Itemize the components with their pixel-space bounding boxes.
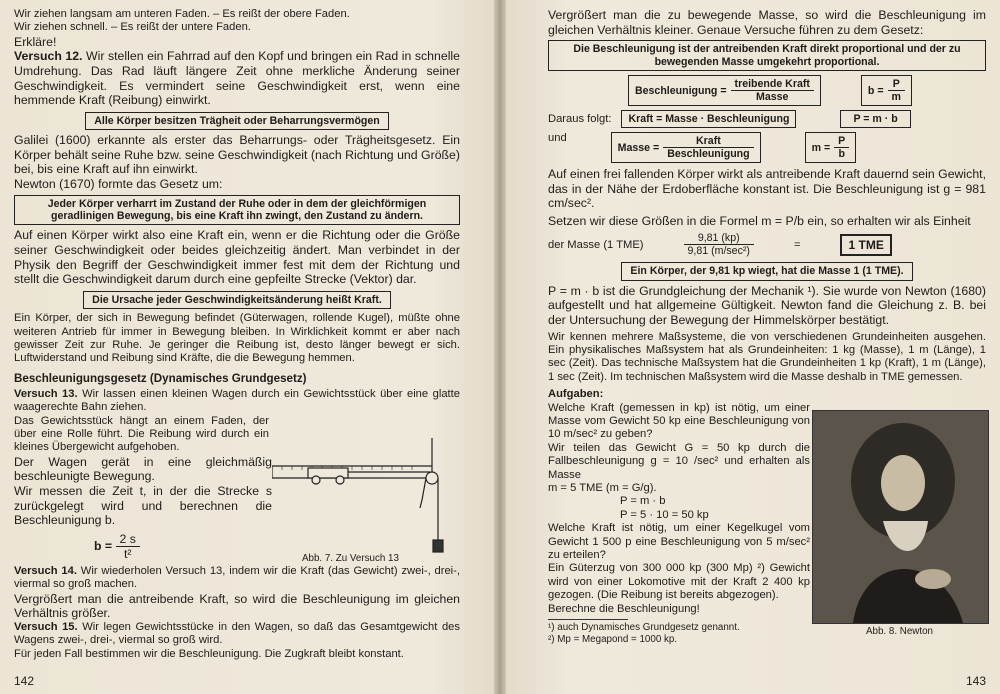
aufgaben-block bbox=[548, 388, 810, 645]
aufgabe-1-solution: P = m · b bbox=[620, 495, 666, 508]
versuch-14: Versuch 14. Wir wiederholen Versuch 13, indem wir die Kraft (das Gewicht) zwei-, drei-, viermal so groß machen. bbox=[14, 564, 461, 591]
page-number-right: 143 bbox=[965, 674, 986, 688]
aufgabe-1-solution: Wir teilen das Gewicht G = 50 kp durch die Fallbeschleunigung g = 10 /sec² und erhalten als Masse bbox=[548, 441, 810, 481]
law-box-tme: Ein Körper, der 9,81 kp wiegt, hat die Masse 1 (1 TME). bbox=[621, 262, 912, 280]
formula-2: Daraus folgt: Kraft = Masse · Beschleunigung P = m · b bbox=[548, 110, 986, 128]
figure-7-caption: Abb. 7. Zu Versuch 13 bbox=[302, 553, 399, 564]
aufgabe-3-end: Berechne die Beschleunigung! bbox=[548, 602, 700, 615]
koerper-paragraph: Ein Körper, der sich in Bewegung befindet (Güterwagen, rollende Kugel), müßte ohne weiteren Antrieb für immer in Bewegung bleiben. In Wirklichkeit kommt er aber nach gewisser Zeit zur Ruhe. Je geringer die Reibung ist, desto länger bewegt er sich. Luftwiderstand und Reibung sind Kräfte, die die Bewegung hemmen. bbox=[14, 312, 460, 365]
formula-1: Beschleunigung = $\frac{\text{treibende Kraft}}{\text{Masse}}$ b = $\frac{P}{m}$ bbox=[628, 75, 986, 106]
fall-paragraph: Auf einen frei fallenden Körper wirkt als antreibende Kraft dauernd sein Gewicht, das in der Nähe der Erdoberfläche konstant ist. Die Beschleunigung ist g = 981 cm/sec². bbox=[548, 167, 986, 211]
line: Wir ziehen schnell. – Es reißt der untere Faden. bbox=[14, 21, 251, 34]
line: Erkläre! bbox=[14, 34, 57, 49]
formula-b: b = $\frac{2 s}{\text{t²}}$ bbox=[14, 532, 460, 561]
aufgabe-1-solution: P = 5 · 10 = 50 kp bbox=[620, 508, 709, 521]
versuch-14-result: Vergrößert man die antreibende Kraft, so wird die Beschleunigung im gleichen Verhältnis größer. bbox=[14, 591, 460, 621]
setzen-line: Setzen wir diese Größen in die Formel m = P/b ein, so erhalten wir als Einheit bbox=[548, 213, 971, 228]
aufgabe-3: Ein Güterzug von 300 000 kp (300 Mp) ²) Gewicht wird von einer Lokomotive mit der Kraft 2 400 kp gezogen. (Die Reibung ist bereits abgezogen). bbox=[548, 562, 810, 602]
intro-paragraph: Vergrößert man die zu bewegende Masse, so wird die Beschleunigung im gleichen Verhältnis kleiner. Genaue Versuche führen zu dem Gesetz: bbox=[548, 8, 986, 37]
versuch-12: Versuch 12. Wir stellen ein Fahrrad auf den Kopf und bringen ein Rad in schnelle Umdrehung. Das Rad läuft längere Zeit ohne merkliche Änderung seiner Geschwindigkeit. Es vermindert seine Geschwindigkeit erst, wenn eine hemmende Kraft (Reibung) einwirkt. bbox=[14, 49, 460, 108]
versuch-15-end: Für jeden Fall bestimmen wir die Beschleunigung. Die Zugkraft bleibt konstant. bbox=[14, 647, 404, 660]
newton-line: Newton (1670) formte das Gesetz um: bbox=[14, 176, 223, 191]
versuch-13-a: Das Gewichtsstück hängt an einem Faden, der über eine Rolle führt. Die Reibung wird durch ein kleines Übergewicht aufgehoben. bbox=[14, 414, 269, 454]
section-heading: Beschleunigungsgesetz (Dynamisches Grundgesetz) bbox=[14, 371, 307, 385]
figure-7-apparatus bbox=[272, 438, 450, 568]
book-gutter bbox=[494, 0, 506, 694]
law-box-traegheit: Alle Körper besitzen Trägheit oder Beharrungsvermögen bbox=[85, 112, 389, 130]
grundgleichung-paragraph: P = m · b ist die Grundgleichung der Mechanik ¹). Sie wurde von Newton (1680) aufgestellt und hat allgemeine Gültigkeit. Newton fand die Gleichung z. B. bei der Untersuchung der Bewegung der Himmelskörper bestätigt. bbox=[548, 283, 986, 327]
versuch-13: Versuch 13. Wir lassen einen kleinen Wagen durch ein Gewichtsstück über eine glatte waagerechte Bahn ziehen. bbox=[14, 387, 460, 414]
versuch-13-b: Der Wagen gerät in eine gleichmäßig beschleunigte Bewegung. bbox=[14, 454, 272, 484]
figure-8-caption: Abb. 8. Newton bbox=[866, 626, 933, 637]
versuch-15: Versuch 15. Wir legen Gewichtsstücke in den Wagen, so daß das Gesamtgewicht des Wagens zwei-, drei-, viermal so groß wird. bbox=[14, 620, 460, 647]
aufgabe-2: Welche Kraft ist nötig, um einer Kegelkugel vom Gewicht 1 500 p eine Beschleunigung von 5 m/sec² zu erteilen? bbox=[548, 522, 810, 562]
galilei-paragraph: Galilei (1600) erkannte als erster das Beharrungs- oder Trägheitsgesetz. Ein Körper behält seine Ruhe bzw. seine Geschwindigkeit (nach Richtung und Größe) bei, bis eine Kraft auf ihn einwirkt. bbox=[14, 133, 460, 177]
page-number-left: 142 bbox=[14, 674, 35, 688]
kraft-paragraph: Auf einen Körper wirkt also eine Kraft ein, wenn er die Richtung oder die Größe seiner Geschwindigkeit oder beides gleichzeitig ändert. Man verbindet in der Physik den Begriff der Geschwindigkeit immer fest mit dem der Richtung und stellt die Geschwindigkeit darum durch eine gepfeilte Strecke (Vektor) dar. bbox=[14, 228, 460, 287]
figure-8-newton-portrait bbox=[812, 410, 989, 624]
footnote-2: ²) Mp = Megapond = 1000 kp. bbox=[548, 633, 678, 645]
law-box-kraft: Die Ursache jeder Geschwindigkeitsänderung heißt Kraft. bbox=[83, 291, 391, 309]
law-box-beschleunigung: Die Beschleunigung ist der antreibenden Kraft direkt proportional und der zu bewegenden Masse umgekehrt proportional. bbox=[548, 40, 986, 71]
masssystem-paragraph: Wir kennen mehrere Maßsysteme, die von verschiedenen Grundeinheiten ausgehen. Ein physikalisches Maßsystem hat als Grundeinheiten: 1 kg (Masse), 1 m (Länge), 1 sec (Zeit). Das technische Maßsystem hat die Grundeinheiten 1 kp (Kraft), 1 m (Länge), 1 sec (Zeit). Im technischen Maßsystem wird die Masse deshalb in TME gemessen. bbox=[548, 330, 986, 383]
law-box-newton: Jeder Körper verharrt im Zustand der Ruhe oder in dem der gleichförmigen geradlinigen Bewegung, bis eine Kraft ihn zwingt, den Zustand zu ändern. bbox=[14, 195, 460, 226]
versuch-13-c: Wir messen die Zeit t, in der die Strecke s zurückgelegt wird und berechnen die Beschleunigung b. bbox=[14, 484, 272, 528]
footnote-1: ¹) auch Dynamisches Grundgesetz genannt. bbox=[548, 622, 740, 634]
line: Wir ziehen langsam am unteren Faden. – Es reißt der obere Faden. bbox=[14, 8, 350, 20]
aufgabe-1-solution: m = 5 TME (m = G/g). bbox=[548, 482, 657, 495]
aufgabe-1: Welche Kraft (gemessen in kp) ist nötig, um einer Masse vom Gewicht 50 kp eine Beschleunigung von 10 m/sec² zu geben? bbox=[548, 401, 810, 441]
formula-3: und Masse = $\frac{\text{Kraft}}{\text{Beschleunigung}}$ m = $\frac{P}{b}$ bbox=[548, 132, 986, 163]
formula-tme: der Masse (1 TME) $\frac{9,81 (kp)}{\text{9,81 (m/sec²)}}$ = 1 TME bbox=[548, 232, 986, 257]
aufgaben-heading: Aufgaben: bbox=[548, 388, 604, 401]
